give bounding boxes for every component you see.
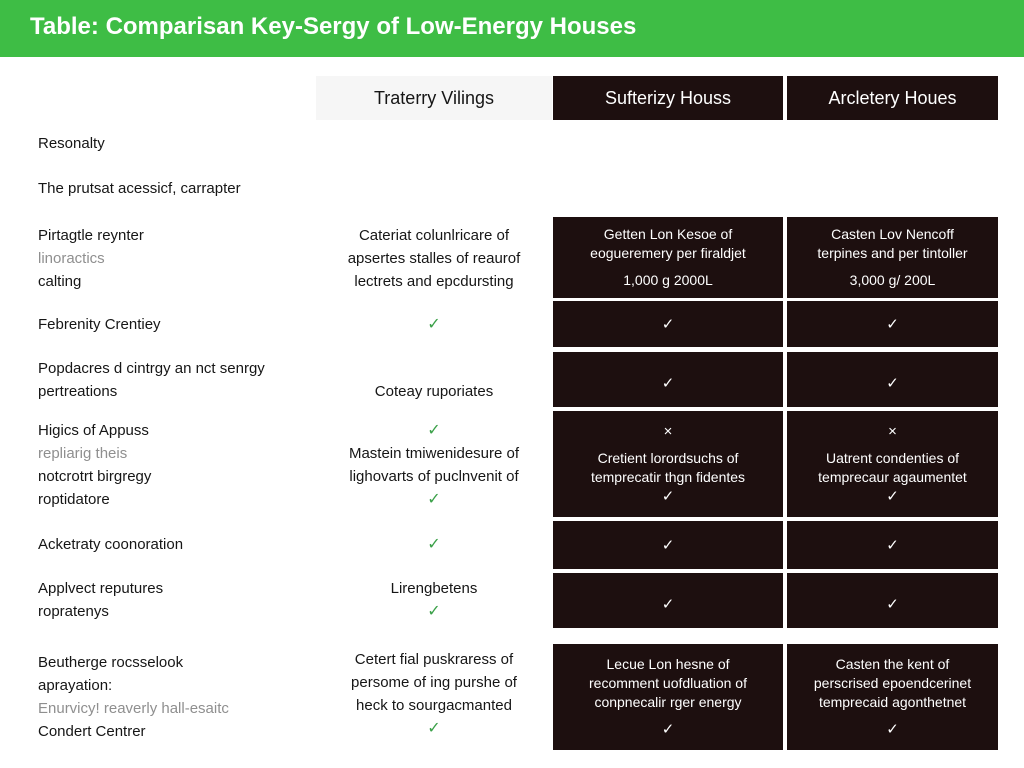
check-icon: ✓	[886, 488, 899, 505]
row-5-col-1-line-2: lighovarts of puclnvenit of	[349, 468, 519, 485]
row-label-8-line-1: Beutherge rocsselook	[38, 654, 184, 671]
row-label-1: The prutsat acessicf, carrapter	[38, 179, 241, 197]
row-5-col-3-line-2: temprecaur agaumentet	[818, 469, 967, 485]
row-label-2-line-2: linoractics	[38, 249, 105, 267]
check-icon: ✓	[886, 375, 899, 392]
row-label-8	[38, 650, 328, 744]
row-6-col-1	[316, 521, 552, 567]
row-5-col-2	[553, 411, 783, 517]
row-8-col-2-line-1: Lecue Lon hesne of	[606, 656, 730, 672]
row-8-col-3-line-3: temprecaid agonthetnet	[818, 694, 967, 710]
row-7-col-3	[787, 573, 998, 628]
row-5-col-2-line-2: temprecatir thgn fidentes	[590, 469, 746, 485]
row-2-col-1-line-2: apsertes stalles of reaurof	[347, 249, 521, 267]
check-icon: ✓	[886, 315, 899, 333]
row-2-col-1	[316, 218, 552, 298]
row-label-4	[38, 353, 328, 407]
row-5-col-3	[787, 411, 998, 517]
row-2-col-3-line-2: terpines and per tintoller	[817, 245, 968, 261]
row-2-col-2	[553, 217, 783, 298]
row-3-col-2	[553, 301, 783, 347]
row-3-col-3	[787, 301, 998, 347]
row-8-col-3	[787, 644, 998, 750]
check-icon: ✓	[661, 536, 675, 554]
row-label-2-line-3: calting	[38, 272, 82, 290]
row-label-6: Acketraty coonoration	[38, 535, 184, 553]
check-icon: ✓	[427, 720, 441, 737]
check-icon: ✓	[661, 315, 675, 333]
row-3-col-1	[316, 301, 552, 347]
row-label-0: Resonalty	[38, 134, 105, 152]
row-8-col-2-line-3: conpnecalir rger energy	[594, 694, 742, 710]
row-8-col-3-line-1: Casten the kent of	[835, 656, 950, 672]
row-7-col-2	[553, 573, 783, 628]
row-4-col-3	[787, 352, 998, 407]
row-2-col-3-line-1: Casten Lov Nencoff	[831, 226, 954, 242]
row-6-col-3	[787, 521, 998, 569]
cross-icon: ×	[663, 423, 673, 440]
row-5-col-1-line-1: Mastein tmiwenidesure of	[348, 445, 520, 462]
row-6-col-2	[553, 521, 783, 569]
row-2-col-2-value: 1,000 g 2000L	[623, 272, 713, 288]
row-label-4-line-1: Popdacres d cintrgy an nct senrgy	[38, 360, 265, 377]
row-label-8-line-4: Condert Centrer	[38, 723, 146, 740]
check-icon: ✓	[427, 315, 441, 333]
row-2-col-3-value: 3,000 g/ 200L	[849, 272, 936, 288]
row-label-4-line-2: pertreations	[38, 383, 118, 400]
check-icon: ✓	[427, 491, 441, 508]
row-4-col-2	[553, 352, 783, 407]
row-label-8-line-3: Enurvicy! reaverly hall-esaitc	[38, 700, 229, 717]
row-7-col-1	[316, 576, 552, 624]
row-5-col-2-line-1: Cretient lorordsuchs of	[597, 450, 739, 466]
check-icon: ✓	[427, 535, 441, 553]
check-icon: ✓	[427, 422, 441, 439]
row-5-col-1	[316, 419, 552, 511]
row-label-2-line-1: Pirtagtle reynter	[38, 226, 144, 244]
check-icon: ✓	[886, 536, 899, 554]
row-2-col-2-line-1: Getten Lon Kesoe of	[603, 226, 733, 242]
check-icon: ✓	[661, 488, 675, 505]
column-header-1: Traterry Vilings	[316, 76, 552, 120]
row-2-col-1-line-3: lectrets and epcdursting	[354, 272, 514, 290]
row-2-col-3	[787, 217, 998, 298]
row-label-7-line-2: ropratenys	[38, 603, 109, 620]
row-5-col-3-line-1: Uatrent condenties of	[825, 450, 960, 466]
row-8-col-1-line-2: persome of ing purshe of	[351, 674, 517, 691]
row-label-5-line-1: Higics of Appuss	[38, 422, 149, 439]
row-8-col-2	[553, 644, 783, 750]
table-title: Table: Comparisan Key-Sergy of Low-Energy Houses	[30, 13, 637, 40]
row-label-5	[38, 419, 328, 511]
row-label-3: Febrenity Crentiey	[38, 315, 161, 333]
cross-icon: ×	[888, 423, 897, 440]
row-label-5-line-3: notcrotrt birgregy	[38, 468, 152, 485]
check-icon: ✓	[661, 721, 675, 738]
row-8-col-1-line-1: Cetert fial puskraress of	[354, 651, 514, 668]
check-icon: ✓	[661, 596, 675, 613]
row-label-2	[38, 218, 328, 298]
row-7-col-1-text: Lirengbetens	[390, 580, 478, 597]
check-icon: ✓	[886, 596, 899, 613]
row-label-7-line-1: Applvect reputures	[38, 580, 164, 597]
check-icon: ✓	[661, 375, 675, 392]
row-8-col-1	[316, 645, 552, 743]
row-label-5-line-2: repliarig theis	[38, 445, 128, 462]
row-4-col-1: Coteay ruporiates	[374, 382, 494, 400]
column-header-3: Arcletery Houes	[787, 76, 998, 120]
check-icon: ✓	[886, 721, 899, 738]
row-label-7	[38, 576, 328, 624]
row-8-col-3-line-2: perscrised epoendcerinet	[813, 675, 972, 691]
row-2-col-2-line-2: eogueremery per firaldjet	[590, 245, 746, 261]
row-2-col-1-line-1: Cateriat colunlricare of	[358, 226, 510, 244]
title-bar	[0, 0, 1024, 57]
check-icon: ✓	[427, 603, 441, 620]
row-label-5-line-4: roptidatore	[38, 491, 110, 508]
column-header-2: Sufterizy Houss	[553, 76, 783, 120]
row-label-8-line-2: aprayation:	[38, 677, 113, 694]
row-8-col-1-line-3: heck to sourgacmanted	[356, 697, 512, 714]
row-8-col-2-line-2: recomment uofdluation of	[589, 675, 747, 691]
